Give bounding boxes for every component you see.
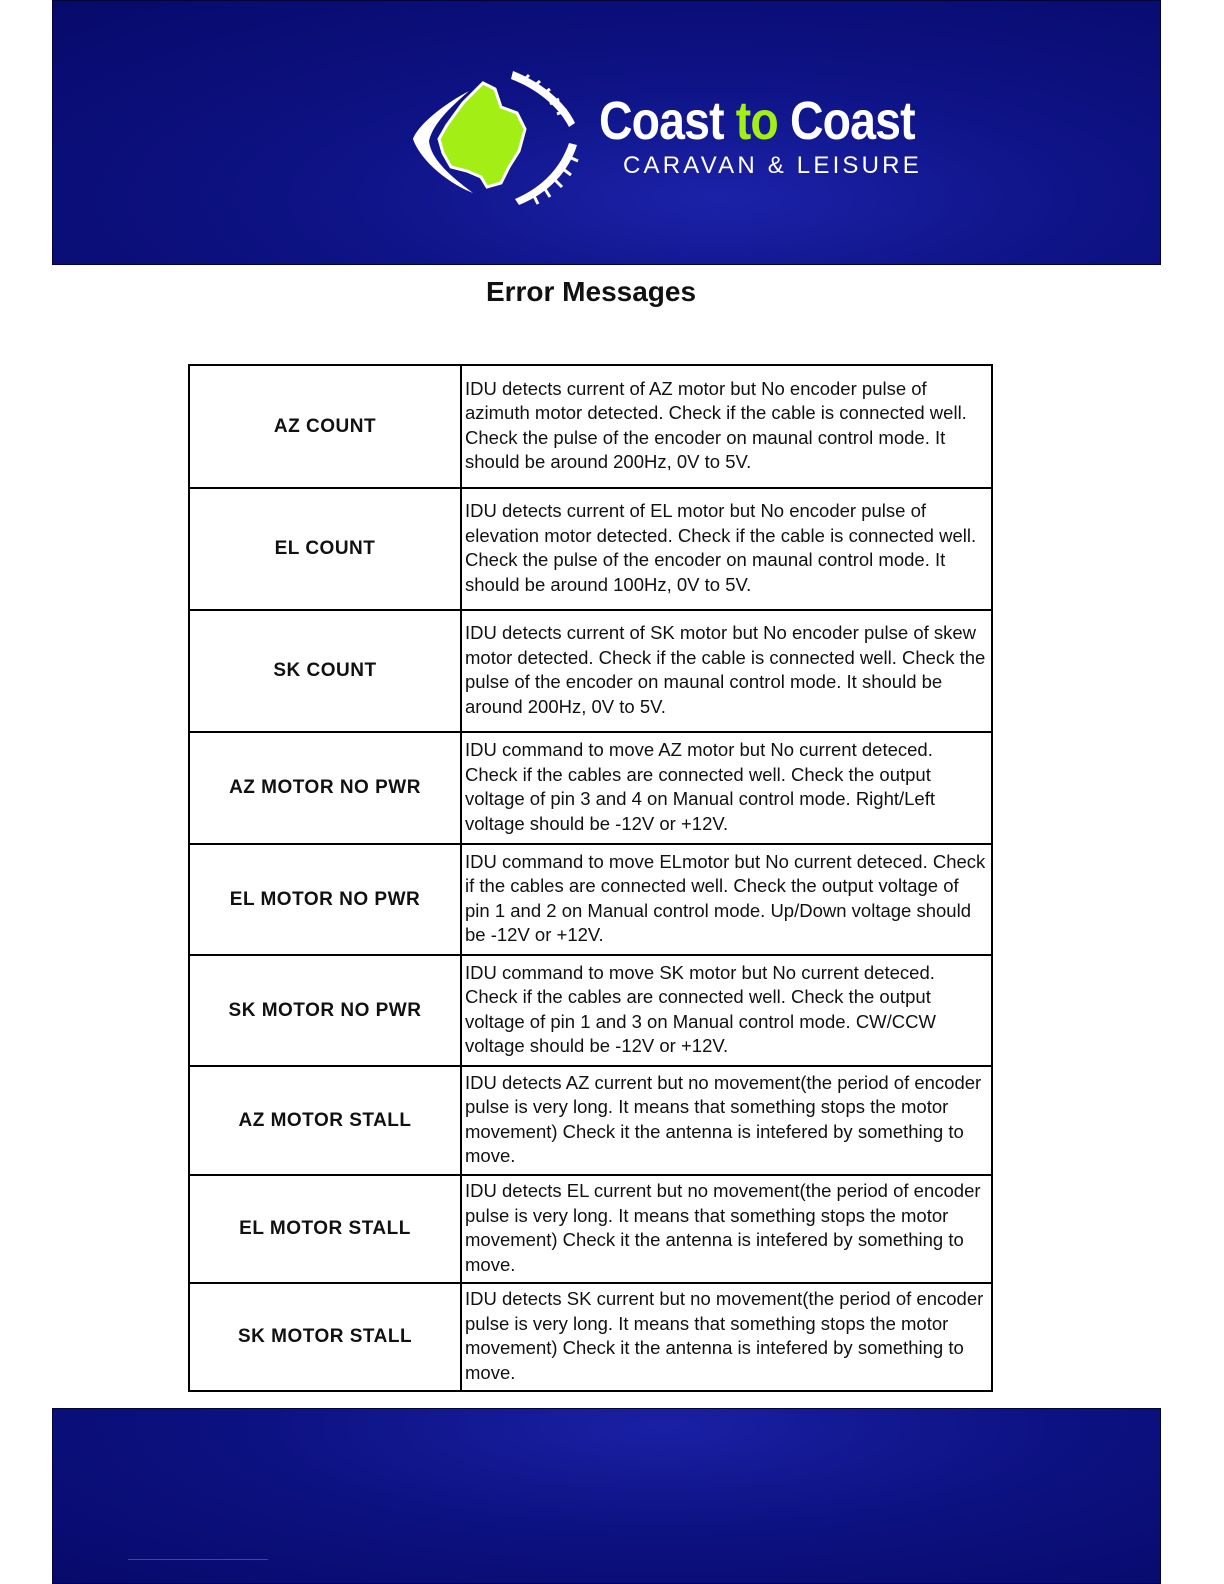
table-row [189,365,992,488]
table-row [189,488,992,610]
header-banner [52,0,1161,265]
error-description: IDU detects SK current but no movement(the period of encoder pulse is very long. It means that something stops the motor movement) Check it the antenna is intefered by something to move. [461,1283,992,1391]
australia-map-logo-icon [409,67,579,209]
error-code: SK MOTOR STALL [189,1283,461,1391]
error-code: AZ MOTOR NO PWR [189,732,461,844]
error-code: AZ COUNT [189,365,461,488]
error-description: IDU detects current of SK motor but No encoder pulse of skew motor detected. Check if the cable is connected well. Check the pulse of the encoder on maunal control mode. It should be around 200Hz, 0V to 5V. [461,610,992,732]
table-row [189,1283,992,1391]
error-code: AZ MOTOR STALL [189,1066,461,1175]
error-description: IDU detects AZ current but no movement(the period of encoder pulse is very long. It means that something stops the motor movement) Check it the antenna is intefered by something to move. [461,1066,992,1175]
error-description: IDU command to move ELmotor but No current deteced. Check if the cables are connected well. Check the output voltage of pin 1 and 2 on Manual control mode. Up/Down voltage should be -12V or +12V. [461,844,992,955]
table-row [189,732,992,844]
table-row [189,844,992,955]
table-row [189,1175,992,1283]
error-code: EL MOTOR STALL [189,1175,461,1283]
error-description: IDU detects EL current but no movement(the period of encoder pulse is very long. It means that something stops the motor movement) Check it the antenna is intefered by something to move. [461,1175,992,1283]
table-row [189,955,992,1066]
error-messages-table [188,364,993,1392]
brand-subtitle: CARAVAN & LEISURE [623,152,922,179]
error-code: SK MOTOR NO PWR [189,955,461,1066]
table-row [189,1066,992,1175]
brand-wordmark [599,89,966,179]
error-description: IDU command to move SK motor but No current deteced. Check if the cables are connected well. Check the output voltage of pin 1 and 3 on Manual control mode. CW/CCW voltage should be -12V or +12V. [461,955,992,1066]
error-code: EL COUNT [189,488,461,610]
brand-name: Coast to Coast [599,91,915,151]
footer-divider [128,1559,268,1560]
error-code: SK COUNT [189,610,461,732]
error-description: IDU command to move AZ motor but No current deteced. Check if the cables are connected well. Check the output voltage of pin 3 and 4 on Manual control mode. Right/Left voltage should be -12V or +12V. [461,732,992,844]
page-title: Error Messages [485,276,697,307]
error-description: IDU detects current of AZ motor but No encoder pulse of azimuth motor detected. Check if the cable is connected well. Check the pulse of the encoder on maunal control mode. It should be around 200Hz, 0V to 5V. [461,365,992,488]
footer-banner [52,1408,1161,1584]
error-code: EL MOTOR NO PWR [189,844,461,955]
table-row [189,610,992,732]
error-description: IDU detects current of EL motor but No encoder pulse of elevation motor detected. Check if the cable is connected well. Check the pulse of the encoder on maunal control mode. It should be around 100Hz, 0V to 5V. [461,488,992,610]
